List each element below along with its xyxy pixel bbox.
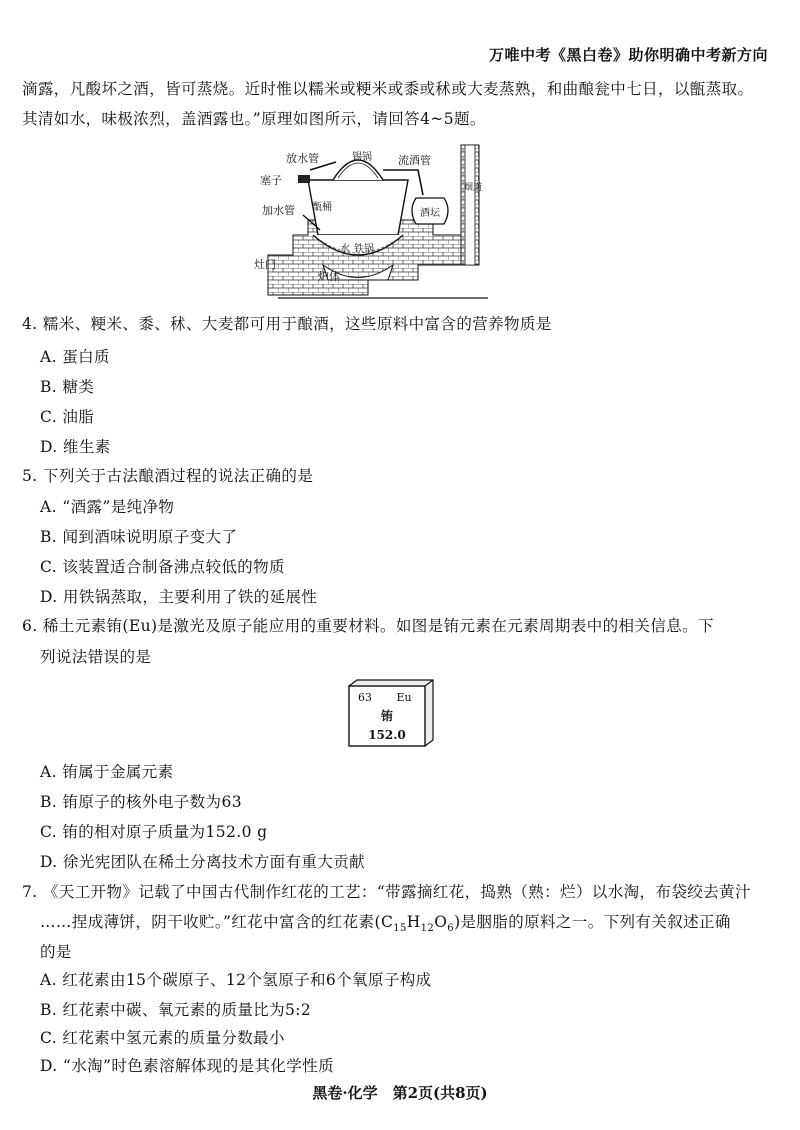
element-tile-eu [347, 678, 435, 748]
formula-c-count: 15 [393, 923, 407, 935]
tile-atomic-number: 63 [358, 691, 372, 704]
q6-stem-line2: 列说法错误的是 [40, 648, 152, 666]
intro-line-1: 滴露，凡酸坏之酒，皆可蒸烧。近时惟以糯米或粳米或黍或秫或大麦蒸熟，和曲酿瓮中七日，以甑蒸取。 [22, 80, 754, 98]
label-jiashuiguan: 加水管 [262, 204, 295, 217]
q6-stem-line1: 6. 稀土元素铕(Eu)是激光及原子能应用的重要材料。如图是铕元素在元素周期表中的相关信息。下 [22, 617, 714, 635]
q5-option-c: C. 该装置适合制备沸点较低的物质 [40, 558, 285, 576]
formula-o-count: 6 [447, 923, 455, 935]
q7-option-c: C. 红花素中氢元素的质量分数最小 [40, 1029, 285, 1047]
intro-passage [22, 74, 782, 134]
q6-option-c: C. 铕的相对原子质量为152.0 g [40, 823, 268, 841]
formula-h: H [406, 913, 421, 931]
label-luti: 炉体 [318, 270, 340, 283]
tile-symbol: Eu [396, 691, 412, 704]
tile-mass: 152.0 [368, 728, 406, 742]
q7-stem-line2-head: ……捏成薄饼，阴干收贮。”红花中富含的红花素( [40, 913, 381, 931]
label-liujiuguan: 流酒管 [398, 154, 431, 167]
label-tieguo: 铁锅 [354, 244, 374, 255]
label-guo: 锡锅 [352, 152, 372, 163]
q5-option-d: D. 用铁锅蒸取，主要利用了铁的延展性 [40, 588, 318, 606]
q6-option-b: B. 铕原子的核外电子数为63 [40, 793, 242, 811]
distillation-diagram [248, 140, 498, 305]
label-jiutan: 酒坛 [420, 208, 440, 219]
label-saizi: 塞子 [260, 174, 282, 187]
q7-option-b: B. 红花素中碳、氧元素的质量比为5:2 [40, 1001, 312, 1019]
q4-option-d: D. 维生素 [40, 438, 111, 456]
label-yandao: 烟道 [464, 183, 483, 193]
q7-option-a: A. 红花素由15个碳原子、12个氢原子和6个氧原子构成 [40, 971, 432, 989]
q5-option-b: B. 闻到酒味说明原子变大了 [40, 528, 238, 546]
formula-h-count: 12 [420, 923, 435, 935]
page-header: 万唯中考《黑白卷》助你明确中考新方向 [488, 46, 768, 64]
label-zaomen: 灶门 [254, 258, 276, 271]
q4-stem: 4. 糯米、粳米、黍、秫、大麦都可用于酿酒，这些原料中富含的营养物质是 [22, 315, 552, 333]
formula-c: C [380, 913, 394, 931]
q4-option-a: A. 蛋白质 [40, 348, 110, 366]
label-fangshuiguan: 放水管 [286, 152, 319, 165]
label-shui: 水 [340, 244, 350, 255]
q4-option-c: C. 油脂 [40, 408, 95, 426]
q5-option-a: A. “酒露”是纯净物 [40, 498, 175, 516]
label-zengtong: 甑桶 [312, 202, 332, 213]
formula-o: O [434, 913, 448, 931]
q7-option-d: D. “水淘”时色素溶解体现的是其化学性质 [40, 1057, 334, 1075]
q4-option-b: B. 糖类 [40, 378, 95, 396]
q7-stem-line3: 的是 [40, 943, 72, 961]
q7-stem-line2-tail: )是胭脂的原料之一。下列有关叙述正确 [454, 913, 731, 931]
page-footer: 黑卷·化学 第2页(共8页) [312, 1084, 488, 1102]
q6-option-a: A. 铕属于金属元素 [40, 763, 174, 781]
intro-line-2: 其清如水，味极浓烈，盖酒露也。”原理如图所示，请回答4~5题。 [22, 110, 486, 128]
q7-stem-line2 [40, 910, 731, 934]
tile-name: 铕 [380, 709, 394, 723]
q5-stem: 5. 下列关于古法酿酒过程的说法正确的是 [22, 467, 314, 485]
q7-stem-line1: 7. 《天工开物》记载了中国古代制作红花的工艺：“带露摘红花，捣熟（熟：烂）以水淘，布袋绞去黄汁 [22, 883, 751, 901]
q6-option-d: D. 徐光宪团队在稀土分离技术方面有重大贡献 [40, 853, 366, 871]
